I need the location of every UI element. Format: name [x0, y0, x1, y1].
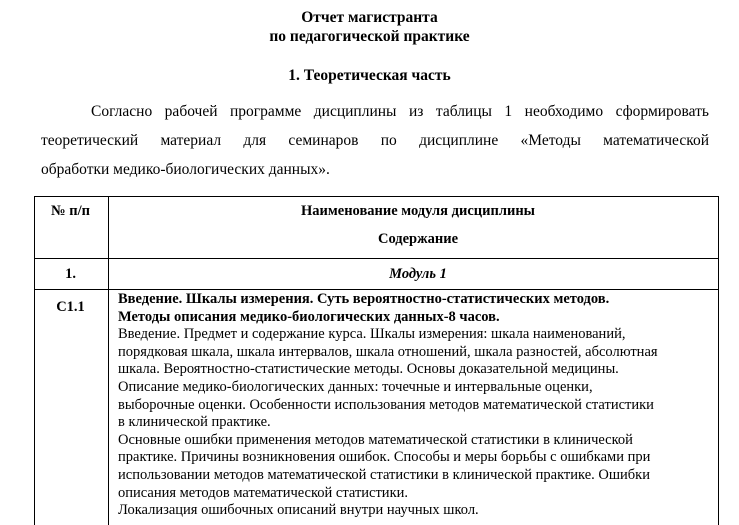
content-line: Описание медико-биологических данных: точечные и интервальные оценки,	[118, 378, 593, 395]
content-line: шкала. Вероятностно-статистические методы. Основы доказательной медицины.	[118, 361, 619, 378]
report-title: Отчет магистранта	[301, 9, 438, 26]
row1-module-title: Модуль 1	[389, 266, 447, 282]
content-line: использовании методов математической статистики в клинической практике. Ошибки	[118, 466, 650, 483]
intro-line-3: обработки медико-биологических данных».	[41, 161, 330, 178]
content-line: описания методов математической статистики.	[118, 484, 408, 501]
content-heading-line: Методы описания медико-биологических данных-8 часов.	[118, 308, 500, 325]
section-title: 1. Теоретическая часть	[288, 67, 451, 84]
row2-number: С1.1	[56, 299, 85, 315]
content-line: практике. Причины возникновения ошибок. Способы и меры борьбы с ошибками при	[118, 449, 651, 466]
table-border-row1-bottom	[34, 289, 718, 290]
intro-line-2: теоретический материал для семинаров по дисциплине «Методы математической	[41, 132, 709, 149]
table-border-left	[34, 196, 35, 525]
content-line: в клинической практике.	[118, 414, 271, 431]
table-border-middle	[108, 196, 109, 525]
table-border-header-bottom	[34, 258, 718, 259]
column-header-module-name: Наименование модуля дисциплины	[301, 203, 535, 219]
column-header-number: № п/п	[51, 203, 90, 219]
report-subtitle: по педагогической практике	[269, 28, 470, 45]
content-heading-line: Введение. Шкалы измерения. Суть вероятностно-статистических методов.	[118, 291, 610, 307]
content-line: Введение. Предмет и содержание курса. Шкалы измерения: шкала наименований,	[118, 326, 626, 343]
row2-content	[118, 291, 710, 520]
row1-number: 1.	[65, 266, 76, 282]
column-header-content: Содержание	[377, 231, 459, 247]
content-line: Локализация ошибочных описаний внутри научных школ.	[118, 502, 479, 519]
intro-line-1: Согласно рабочей программе дисциплины из таблицы 1 необходимо сформировать	[91, 103, 709, 120]
table-border-right	[718, 196, 719, 525]
content-line: порядковая шкала, шкала интервалов, шкала отношений, шкала разностей, абсолютная	[118, 343, 658, 360]
table-border-top	[34, 196, 718, 197]
content-line: Основные ошибки применения методов математической статистики в клинической	[118, 431, 633, 448]
content-line: выборочные оценки. Особенности использования методов математической статистики	[118, 396, 654, 413]
